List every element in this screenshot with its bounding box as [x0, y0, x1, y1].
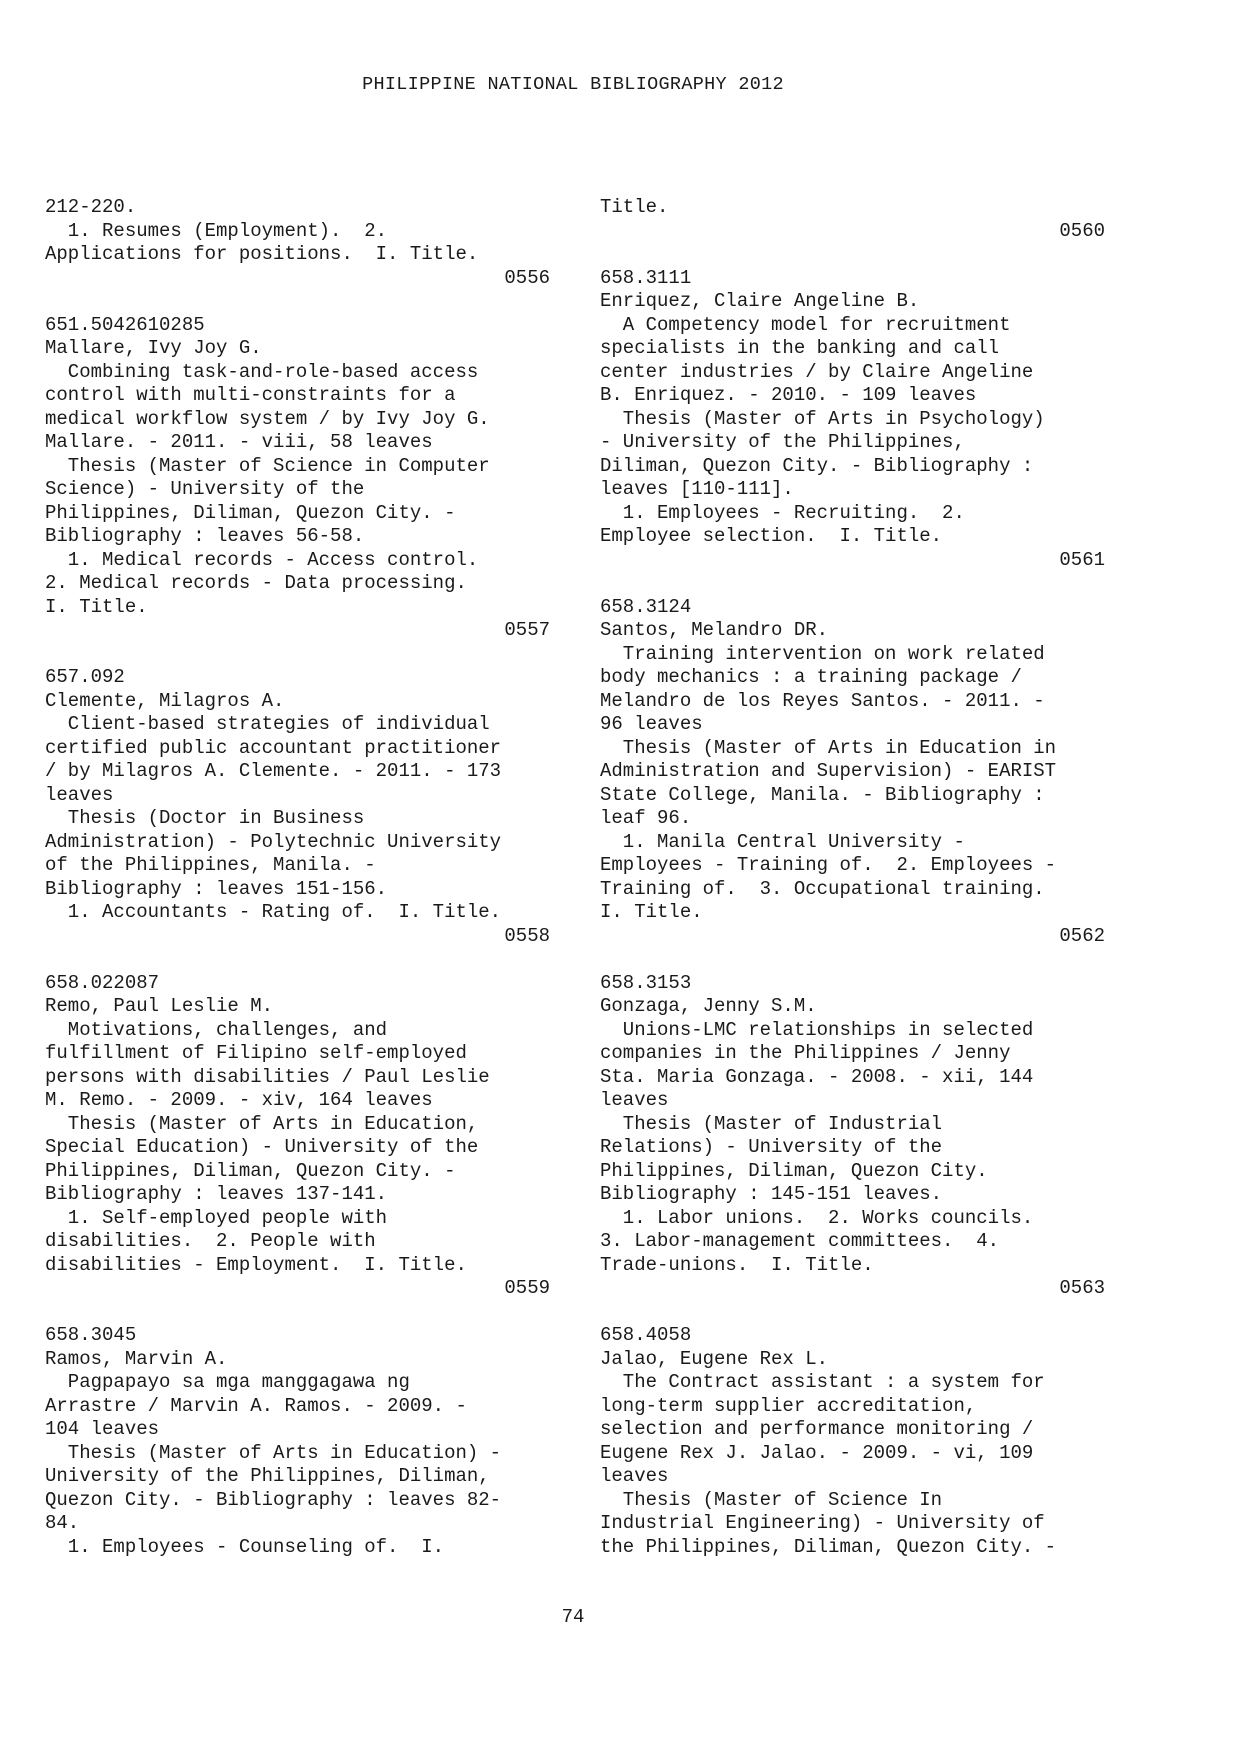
- entry-line: Bibliography : leaves 151-156.: [45, 877, 388, 900]
- entry-line: 1. Manila Central University -: [600, 830, 965, 853]
- entry-line: Thesis (Master of Arts in Education,: [45, 1112, 479, 1135]
- entry-line: M. Remo. - 2009. - xiv, 164 leaves: [45, 1089, 433, 1111]
- right-column: [600, 196, 1105, 1559]
- entry-line: 1. Accountants - Rating of. I. Title.: [45, 901, 502, 923]
- entry-line: fulfillment of Filipino self-employed: [45, 1042, 467, 1064]
- entry-line: leaves: [45, 783, 114, 806]
- entry-number: 0559: [504, 1277, 550, 1299]
- entry-line: leaves: [600, 1465, 669, 1487]
- blank-line: [600, 948, 1105, 972]
- entry-line: Science) - University of the: [45, 478, 365, 500]
- entry-line: Diliman, Quezon City. - Bibliography :: [600, 454, 1034, 477]
- call-number: 658.3153: [600, 971, 692, 994]
- entry-line: 2. Medical records - Data processing.: [45, 572, 467, 594]
- entry-line: Applications for positions. I. Title.: [45, 243, 479, 265]
- entry-line: 96 leaves: [600, 713, 703, 735]
- entry-number: 0558: [504, 924, 550, 947]
- entry-line: Thesis (Doctor in Business: [45, 807, 365, 829]
- entry-line: 104 leaves: [45, 1418, 160, 1440]
- blank-line: [45, 290, 550, 314]
- entry-line: Employees - Training of. 2. Employees -: [600, 854, 1057, 876]
- entry-line: leaf 96.: [600, 807, 692, 829]
- entry-line: Philippines, Diliman, Quezon City. -: [45, 501, 456, 524]
- blank-line: [45, 1301, 550, 1325]
- entry-line: I. Title.: [600, 901, 703, 923]
- entry-number: 0561: [1059, 548, 1105, 571]
- entry-line: selection and performance monitoring /: [600, 1418, 1034, 1440]
- entry-line: Eugene Rex J. Jalao. - 2009. - vi, 109: [600, 1441, 1034, 1464]
- call-number: 658.3124: [600, 595, 692, 618]
- left-column: [45, 196, 550, 1559]
- entry-line: B. Enriquez. - 2010. - 109 leaves: [600, 384, 977, 406]
- entry-line: Combining task-and-role-based access: [45, 360, 479, 383]
- call-number: 651.5042610285: [45, 313, 205, 336]
- entry-line: Motivations, challenges, and: [45, 1018, 388, 1041]
- call-number: 658.4058: [600, 1324, 692, 1346]
- entry-line: / by Milagros A. Clemente. - 2011. - 173: [45, 760, 502, 782]
- entry-number: 0562: [1059, 924, 1105, 947]
- entry-line: Bibliography : 145-151 leaves.: [600, 1183, 943, 1205]
- entry-line: Thesis (Master of Arts in Education in: [600, 736, 1057, 759]
- entry-line: Special Education) - University of the: [45, 1136, 479, 1158]
- blank-line: [600, 1301, 1105, 1325]
- entry-number: 0556: [504, 266, 550, 289]
- entry-line: Melandro de los Reyes Santos. - 2011. -: [600, 689, 1045, 712]
- entry-line: leaves: [600, 1089, 669, 1111]
- entry-line: certified public accountant practitioner: [45, 736, 502, 759]
- entry-line: persons with disabilities / Paul Leslie: [45, 1065, 490, 1088]
- entry-line: of the Philippines, Manila. -: [45, 854, 376, 876]
- call-number: 658.022087: [45, 971, 160, 994]
- entry-line: A Competency model for recruitment: [600, 313, 1011, 336]
- entry-line: Thesis (Master of Arts in Psychology): [600, 407, 1045, 430]
- entry-line: body mechanics : a training package /: [600, 666, 1022, 688]
- entry-line: 1. Medical records - Access control.: [45, 548, 479, 571]
- entry-line: Thesis (Master of Industrial: [600, 1112, 943, 1135]
- entry-line: 212-220.: [45, 196, 137, 218]
- blank-line: [600, 243, 1105, 267]
- entry-line: Industrial Engineering) - University of: [600, 1512, 1045, 1534]
- entry-line: the Philippines, Diliman, Quezon City. -: [600, 1535, 1057, 1558]
- blank-line: [45, 948, 550, 972]
- entry-line: control with multi-constraints for a: [45, 384, 456, 406]
- page-header: PHILIPPINE NATIONAL BIBLIOGRAPHY 2012: [362, 74, 784, 95]
- entry-number: 0560: [1059, 219, 1105, 242]
- entry-line: Bibliography : leaves 137-141.: [45, 1183, 388, 1205]
- entry-line: disabilities - Employment. I. Title.: [45, 1253, 467, 1276]
- entry-line: Clemente, Milagros A.: [45, 689, 285, 712]
- entry-line: 3. Labor-management committees. 4.: [600, 1230, 1000, 1252]
- entry-line: University of the Philippines, Diliman,: [45, 1465, 490, 1487]
- entry-line: companies in the Philippines / Jenny: [600, 1042, 1011, 1064]
- entry-line: 1. Employees - Recruiting. 2.: [600, 501, 965, 524]
- entry-line: Pagpapayo sa mga manggagawa ng: [45, 1371, 410, 1393]
- blank-line: [600, 572, 1105, 596]
- entry-line: 1. Self-employed people with: [45, 1206, 388, 1229]
- entry-line: medical workflow system / by Ivy Joy G.: [45, 407, 490, 430]
- entry-line: Administration) - Polytechnic University: [45, 830, 502, 853]
- entry-line: center industries / by Claire Angeline: [600, 360, 1034, 383]
- entry-line: 1. Resumes (Employment). 2.: [45, 219, 388, 242]
- entry-line: Arrastre / Marvin A. Ramos. - 2009. -: [45, 1394, 467, 1417]
- entry-line: 84.: [45, 1512, 80, 1534]
- entry-line: Quezon City. - Bibliography : leaves 82-: [45, 1488, 502, 1511]
- entry-line: Unions-LMC relationships in selected: [600, 1018, 1034, 1041]
- entry-line: Thesis (Master of Science in Computer: [45, 454, 490, 477]
- entry-line: Bibliography : leaves 56-58.: [45, 525, 365, 547]
- entry-line: long-term supplier accreditation,: [600, 1394, 977, 1417]
- entry-line: 1. Labor unions. 2. Works councils.: [600, 1206, 1034, 1229]
- page-number: 74: [561, 1606, 585, 1628]
- entry-line: Mallare. - 2011. - viii, 58 leaves: [45, 431, 433, 453]
- entry-number: 0563: [1059, 1277, 1105, 1299]
- entry-line: Santos, Melandro DR.: [600, 619, 829, 641]
- call-number: 658.3045: [45, 1324, 137, 1346]
- entry-line: Administration and Supervision) - EARIST: [600, 760, 1057, 782]
- entry-line: Thesis (Master of Arts in Education) -: [45, 1441, 502, 1464]
- entry-line: Jalao, Eugene Rex L.: [600, 1347, 829, 1370]
- entry-line: Employee selection. I. Title.: [600, 525, 943, 547]
- entry-line: leaves [110-111].: [600, 478, 794, 500]
- call-number: 658.3111: [600, 266, 692, 289]
- entry-line: - University of the Philippines,: [600, 431, 965, 453]
- entry-line: Training of. 3. Occupational training.: [600, 877, 1045, 900]
- entry-line: Mallare, Ivy Joy G.: [45, 337, 262, 359]
- entry-line: Remo, Paul Leslie M.: [45, 995, 274, 1017]
- call-number: 657.092: [45, 666, 125, 688]
- entry-line: Gonzaga, Jenny S.M.: [600, 995, 817, 1017]
- entry-line: Ramos, Marvin A.: [45, 1347, 228, 1370]
- entry-line: Sta. Maria Gonzaga. - 2008. - xii, 144: [600, 1065, 1034, 1088]
- entry-line: 1. Employees - Counseling of. I.: [45, 1535, 445, 1558]
- entry-line: specialists in the banking and call: [600, 337, 1000, 359]
- entry-line: Philippines, Diliman, Quezon City.: [600, 1159, 988, 1182]
- entry-line: Relations) - University of the: [600, 1136, 943, 1158]
- entry-line: The Contract assistant : a system for: [600, 1371, 1045, 1393]
- entry-line: Enriquez, Claire Angeline B.: [600, 290, 920, 312]
- blank-line: [45, 643, 550, 667]
- entry-line: Thesis (Master of Science In: [600, 1488, 943, 1511]
- entry-line: Trade-unions. I. Title.: [600, 1253, 874, 1276]
- entry-line: Title.: [600, 196, 669, 218]
- entry-line: Client-based strategies of individual: [45, 713, 490, 735]
- entry-line: Philippines, Diliman, Quezon City. -: [45, 1159, 456, 1182]
- entry-line: disabilities. 2. People with: [45, 1230, 376, 1252]
- entry-line: State College, Manila. - Bibliography :: [600, 783, 1045, 806]
- entry-line: I. Title.: [45, 595, 148, 618]
- entry-line: Training intervention on work related: [600, 642, 1045, 665]
- entry-number: 0557: [504, 619, 550, 641]
